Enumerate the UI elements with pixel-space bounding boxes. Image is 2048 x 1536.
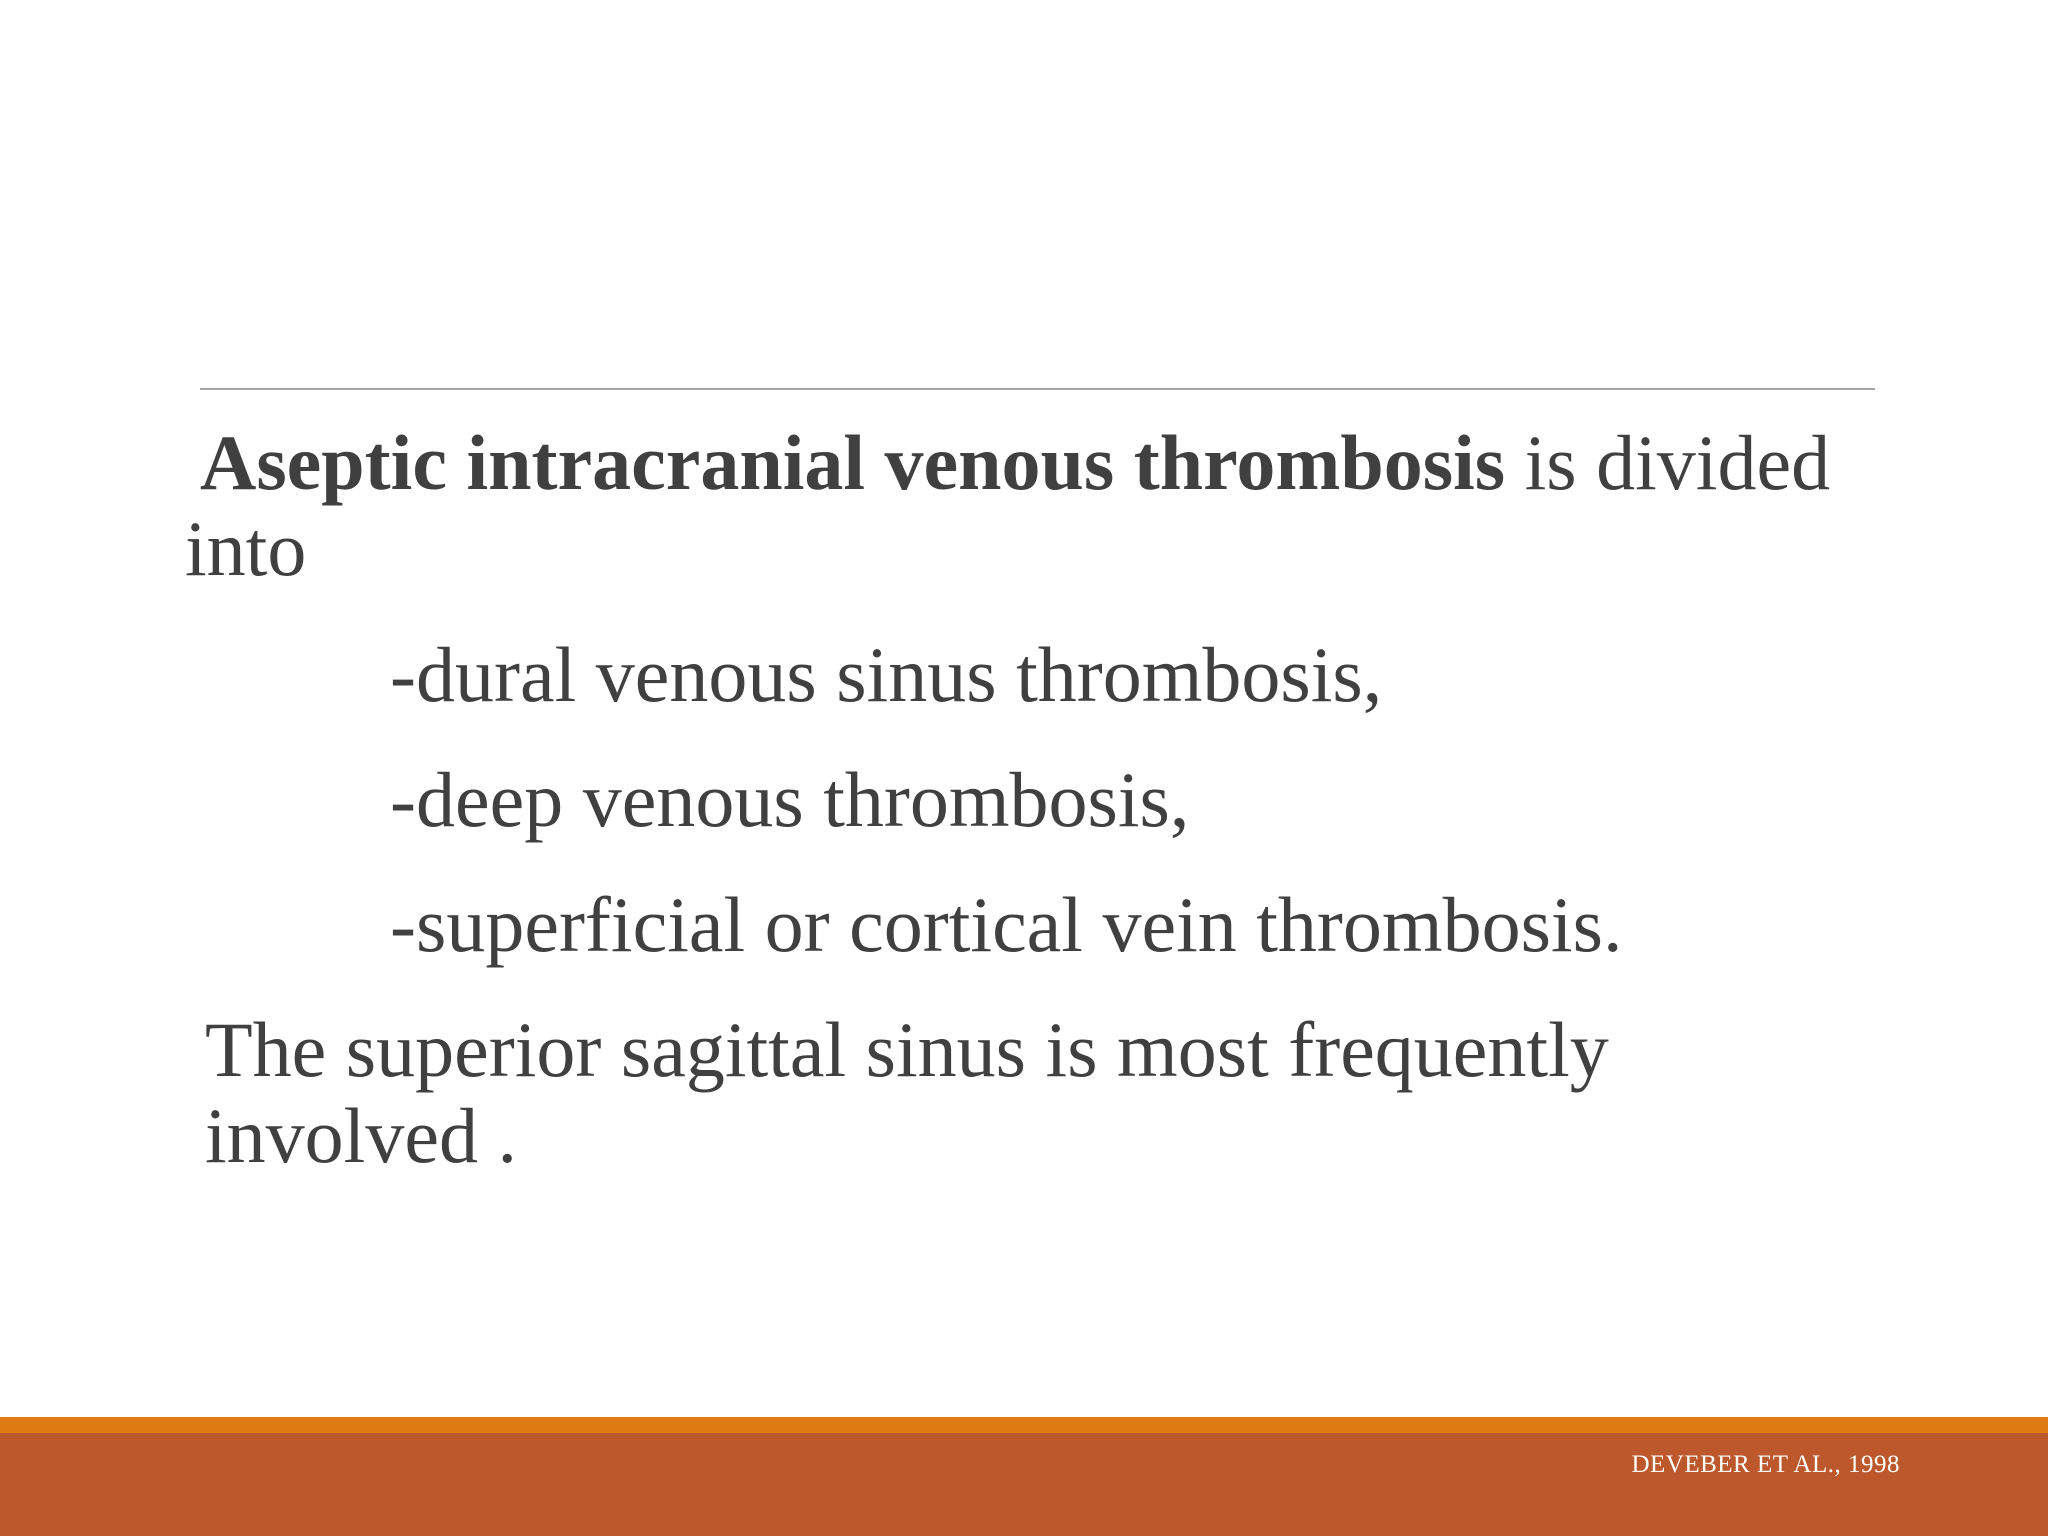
list-item: -superficial or cortical vein thrombosis. (390, 881, 1623, 968)
title-divider (200, 388, 1875, 390)
footer-citation: DEVEBER ET AL., 1998 (1631, 1451, 1900, 1478)
intro-rest-text: is divided into (185, 419, 1831, 592)
list-item: -deep venous thrombosis, (390, 756, 1190, 843)
footer-bar (0, 1433, 2048, 1536)
thrombosis-type-list (185, 632, 1885, 1007)
intro-paragraph (185, 420, 1885, 592)
slide-body (185, 420, 1885, 1179)
intro-bold-term: Aseptic intracranial venous thrombosis (200, 419, 1506, 506)
list-item: -dural venous sinus thrombosis, (390, 631, 1383, 718)
closing-paragraph: The superior sagittal sinus is most frequently involved . (205, 1006, 1609, 1179)
footer-accent-stripe (0, 1417, 2048, 1433)
